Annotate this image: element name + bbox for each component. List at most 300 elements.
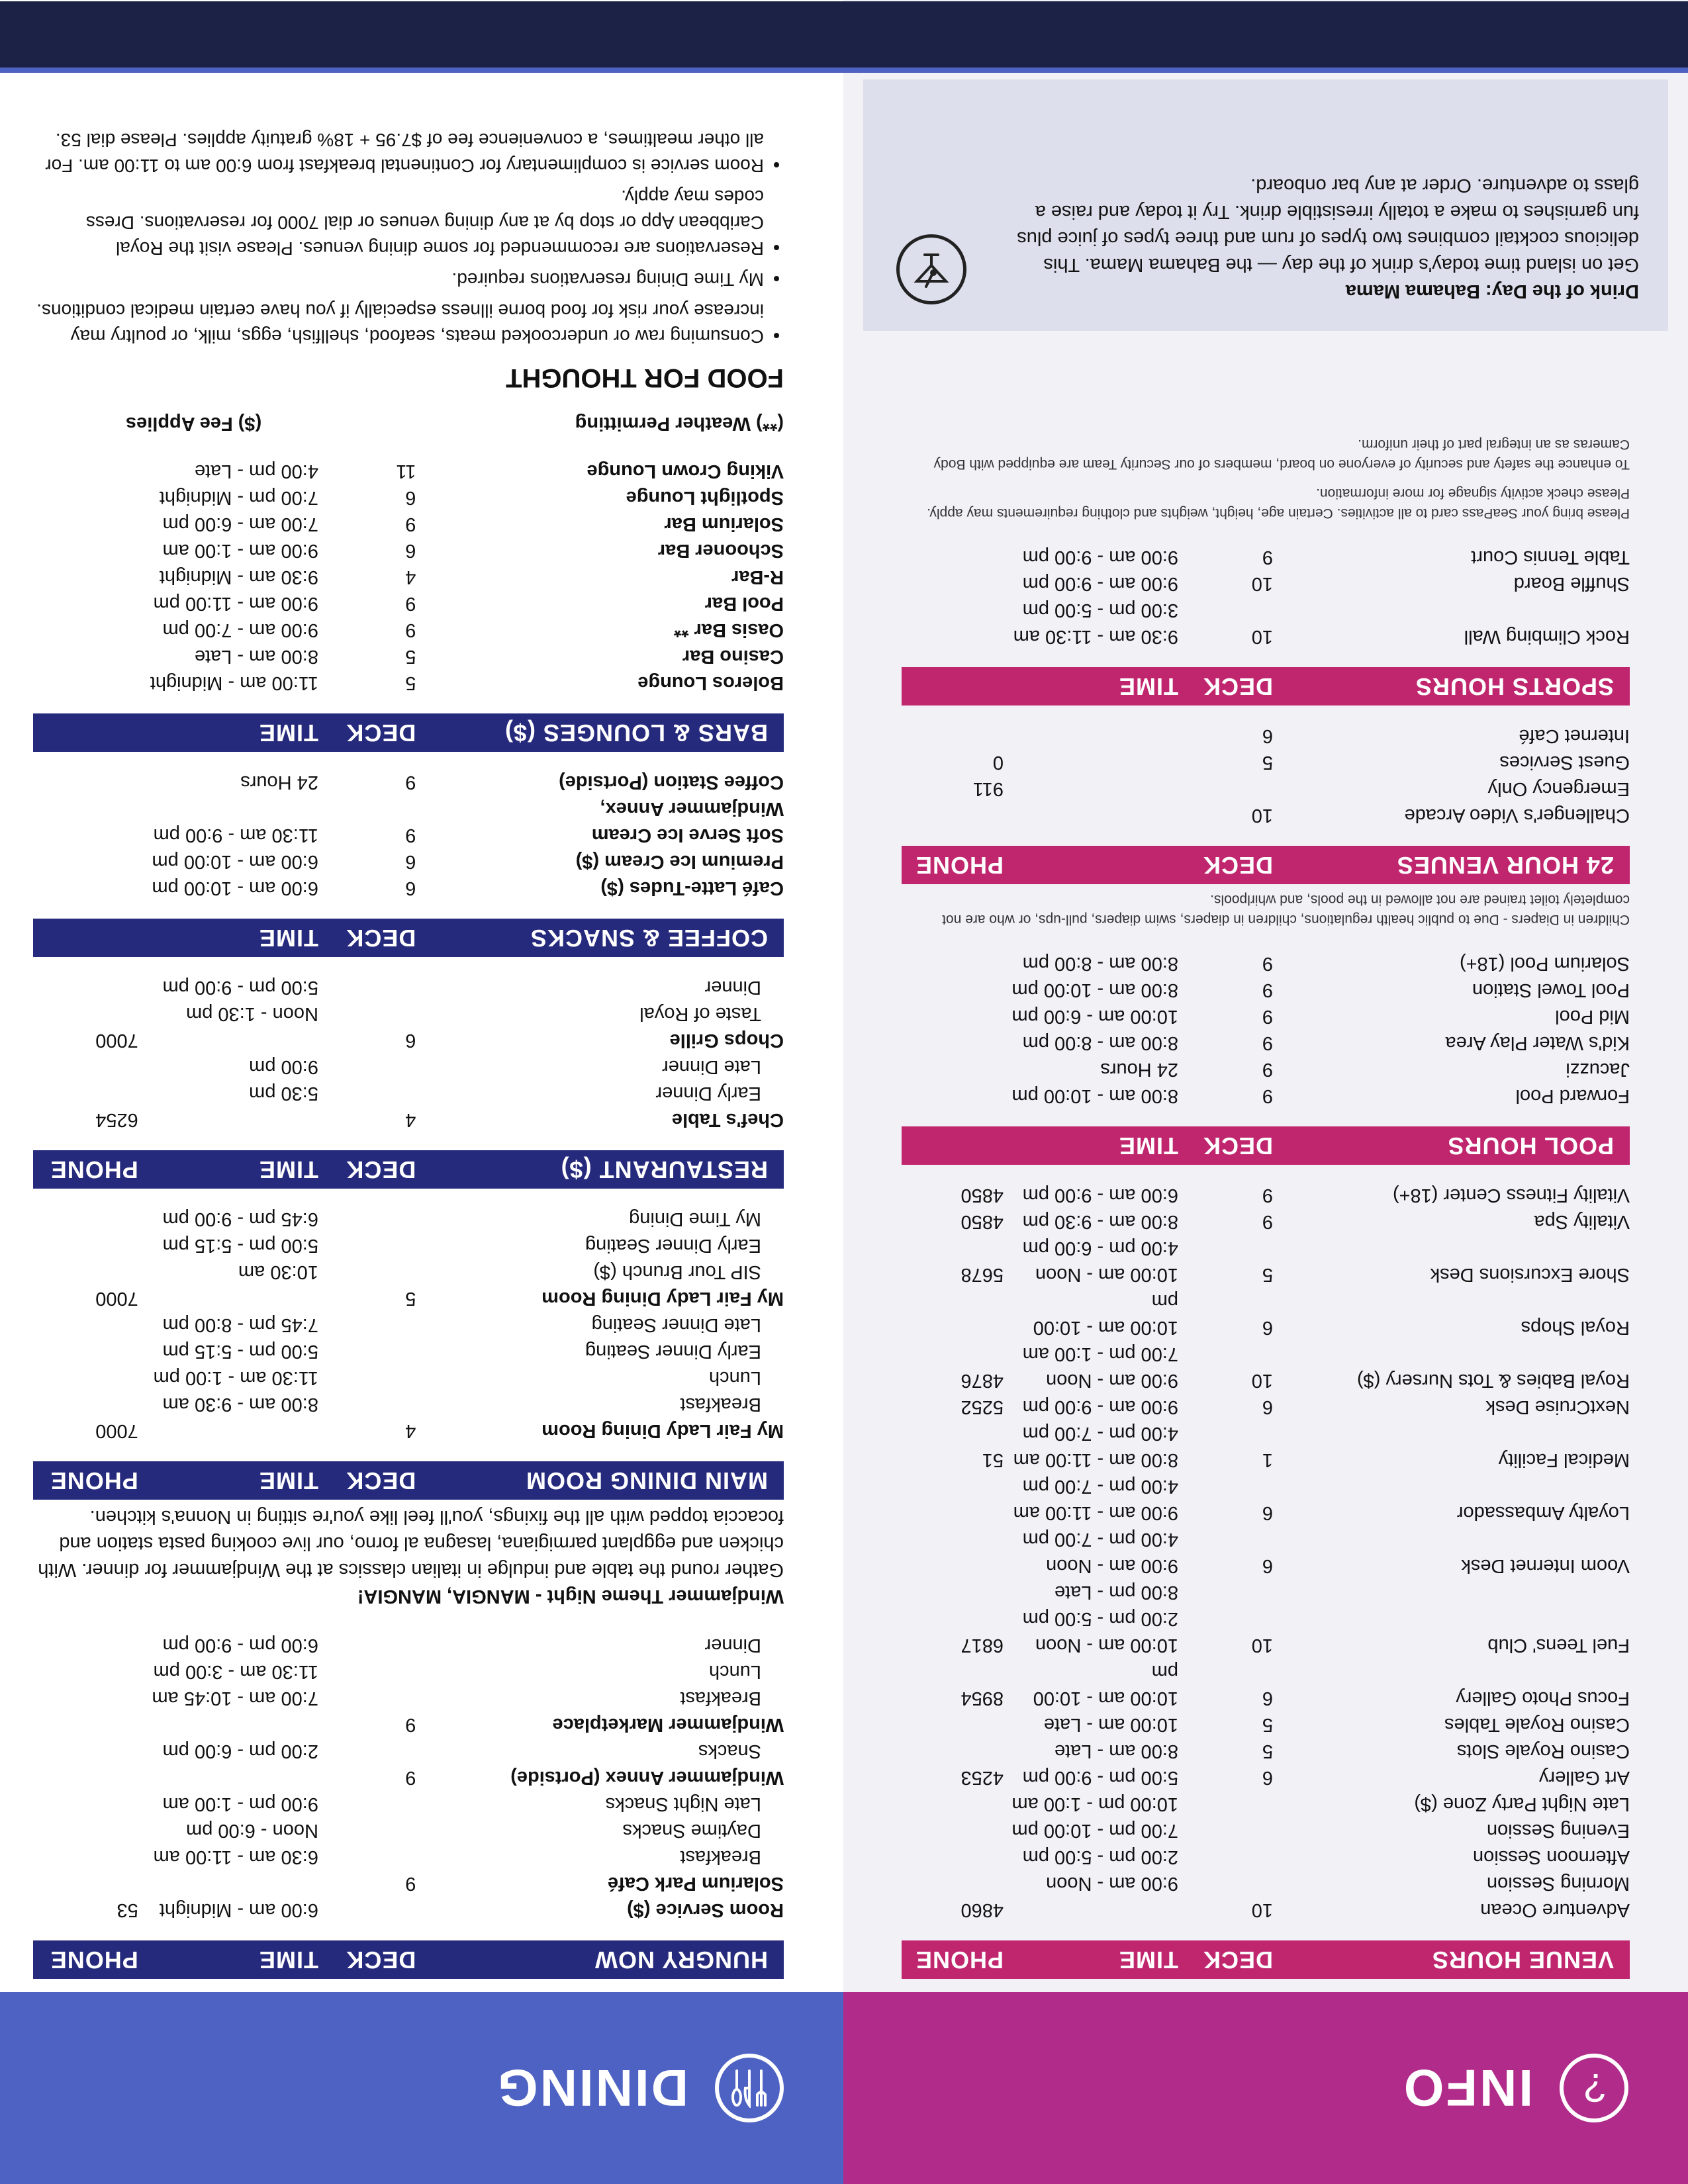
row-time: 9:00 am - 9:00 pm	[1022, 573, 1178, 594]
table-row	[902, 570, 1630, 597]
row-name: Spotlight Lounge	[626, 487, 784, 508]
row-phone	[902, 1738, 1004, 1764]
row-name: Late Dinner Seating	[591, 1314, 761, 1336]
row-deck	[318, 1365, 416, 1391]
table-header	[902, 667, 1630, 705]
row-deck: 6	[405, 878, 416, 899]
row-time: 4:00 pm - 6:00 pm	[1022, 1238, 1178, 1259]
column-header: PHONE	[33, 1940, 138, 1979]
row-name: Shuffle Board	[1513, 573, 1630, 594]
row-phone	[33, 1206, 138, 1232]
row-phone	[902, 570, 1004, 597]
row-phone	[902, 1791, 1004, 1817]
row-time: 7:00 pm - Midnight	[159, 487, 318, 508]
row-time: 4:00 pm - 7:00 pm	[1022, 1476, 1178, 1497]
row-time: 6:00 am - 10:00 pm	[152, 878, 318, 899]
row-name: Casino Bar	[682, 646, 784, 667]
row-name	[1273, 597, 1630, 623]
row-name: Soft Serve Ice Cream	[591, 825, 784, 846]
row-time: 10:00 am - Late	[1043, 1714, 1178, 1735]
list-item: • My Time Dining reservations required.	[33, 267, 764, 293]
row-deck	[318, 1391, 416, 1418]
row-name: Loyalty Ambassador	[1456, 1502, 1630, 1524]
row-name: Boleros Lounge	[637, 672, 784, 694]
drink-of-the-day	[863, 79, 1668, 331]
row-phone	[33, 511, 138, 537]
column-header	[33, 919, 138, 957]
row-deck: 9	[405, 772, 416, 793]
dining-body	[0, 122, 843, 1979]
top-accent-strip	[0, 68, 1688, 73]
row-phone	[902, 950, 1004, 977]
row-phone	[902, 1606, 1004, 1632]
row-name: Rock Climbing Wall	[1464, 626, 1630, 647]
table-row	[33, 1659, 784, 1685]
venue-hours-table	[902, 1165, 1630, 1979]
column-header: DECK	[1178, 846, 1273, 884]
row-phone	[902, 597, 1004, 623]
column-header: RESTAURANT ($)	[416, 1150, 784, 1189]
row-name: R-Bar	[731, 567, 784, 588]
row-deck: 9	[405, 619, 416, 641]
row-time: 9:00 am - 11:00 pm	[153, 593, 318, 614]
theme-night	[33, 1504, 784, 1610]
table-row	[902, 1659, 1630, 1711]
row-deck: 5	[1262, 1264, 1273, 1285]
row-deck: 4	[405, 567, 416, 588]
row-time: 6:30 am - 11:00 am	[153, 1846, 318, 1868]
table-row	[33, 875, 784, 901]
table-row	[33, 1418, 784, 1444]
row-name	[1273, 1606, 1630, 1632]
sports-note-1: Please bring your SeaPass card to all activities. Certain age, height, weights and clothing requirements may apply. Please check activity signage for more information.	[927, 486, 1630, 521]
table-row	[33, 537, 784, 564]
row-time: 2:00 pm - 5:00 pm	[1022, 1608, 1178, 1629]
row-name: Breakfast	[680, 1394, 761, 1415]
row-name: Breakfast	[680, 1846, 761, 1868]
row-phone	[33, 1080, 138, 1107]
row-time: 24 Hours	[240, 772, 318, 793]
row-time	[138, 1027, 318, 1054]
row-name: Royal Shops	[1521, 1317, 1630, 1338]
row-deck	[318, 1844, 416, 1870]
table-row	[902, 1764, 1630, 1791]
row-phone	[902, 977, 1004, 1003]
row-name: Early Dinner Seating	[585, 1235, 761, 1256]
list-item: • Consuming raw or undercooked meats, seafood, shellfish, eggs, milk, or poultry may increase your risk for food borne illness especially if you have certain medical conditions.	[33, 298, 764, 349]
row-time: 4:00 pm - Late	[194, 461, 318, 482]
row-deck	[1178, 1526, 1273, 1553]
table-row	[902, 1870, 1630, 1897]
row-phone	[902, 1288, 1004, 1341]
row-phone: 4850	[961, 1185, 1004, 1206]
row-name: Solarium Bar	[664, 514, 784, 535]
table-header	[902, 1126, 1630, 1165]
table-row	[33, 1054, 784, 1080]
table-row	[902, 1030, 1630, 1056]
table-row	[902, 1056, 1630, 1083]
row-name: Windjammer Annex,	[600, 798, 784, 819]
row-phone: 8954	[961, 1688, 1004, 1709]
row-time: 5:30 pm	[249, 1083, 318, 1104]
row-deck	[318, 1791, 416, 1817]
row-name: Voom Internet Desk	[1461, 1555, 1630, 1576]
table-row	[902, 544, 1630, 570]
row-phone	[902, 1817, 1004, 1844]
row-name: Early Dinner	[655, 1083, 761, 1104]
row-deck	[318, 1080, 416, 1107]
row-deck: 9	[405, 825, 416, 846]
top-bar	[0, 1, 1688, 68]
column-header	[902, 667, 1004, 705]
row-name: Breakfast	[680, 1688, 761, 1709]
row-phone	[33, 822, 138, 848]
row-phone	[33, 875, 138, 901]
column-header: PHONE	[33, 1461, 138, 1500]
row-time: 8:00 pm - Late	[1055, 1582, 1178, 1603]
table-row	[902, 1208, 1630, 1235]
row-time: 9:00 am - 9:00 pm	[1022, 1396, 1178, 1418]
row-time	[138, 796, 318, 822]
table-row	[902, 1394, 1630, 1420]
row-phone: 6817	[961, 1635, 1004, 1656]
column-header: TIME	[138, 1150, 318, 1189]
row-deck: 5	[1262, 752, 1273, 773]
row-deck: 5	[405, 672, 416, 694]
row-deck: 9	[405, 1873, 416, 1894]
table-row	[902, 1738, 1630, 1764]
row-phone	[33, 1870, 138, 1897]
column-header: TIME	[138, 713, 318, 752]
column-header: TIME	[138, 1940, 318, 1979]
row-name: NextCruise Desk	[1485, 1396, 1630, 1418]
table-row	[33, 1285, 784, 1312]
fee-key: ($) Fee Applies	[126, 413, 262, 434]
row-phone	[33, 1738, 138, 1764]
column-header: DECK	[318, 713, 416, 752]
row-phone: 7000	[95, 1030, 138, 1051]
row-name: Chef's Table	[671, 1109, 784, 1130]
legend-key	[33, 412, 784, 434]
table-row	[33, 1764, 784, 1791]
table-row	[33, 670, 784, 696]
row-time: 2:00 pm - 6:00 pm	[162, 1741, 318, 1762]
row-name: Casino Royale Slots	[1456, 1741, 1630, 1762]
row-time: 6:00 am - 10:00 pm	[152, 851, 318, 872]
row-deck	[318, 1001, 416, 1027]
row-deck: 5	[405, 646, 416, 667]
table-row	[902, 1897, 1630, 1923]
row-name: My Time Dining	[629, 1208, 761, 1230]
table-row	[33, 1080, 784, 1107]
row-phone	[902, 1579, 1004, 1606]
food-for-thought-list	[33, 127, 784, 349]
row-time: 8:00 am - 8:00 pm	[1022, 953, 1178, 974]
row-name: Fuel Teens' Club	[1487, 1635, 1630, 1656]
row-time	[1004, 802, 1178, 829]
table-row	[902, 1261, 1630, 1288]
row-phone	[33, 1054, 138, 1080]
row-phone: 7000	[95, 1288, 138, 1309]
row-phone	[902, 1030, 1004, 1056]
theme-night-text: Gather round the table and indulge in italian classics at the Windjammer for dinner. With chicken and eggplant parmigiana, lasagna al forno, our live cooking pasta station and focaccia topped with all the fixings, you'll feel like you're sitting in Nonna's kitchen.	[38, 1506, 784, 1580]
row-deck: 9	[405, 1767, 416, 1788]
table-row	[33, 643, 784, 670]
row-time: 7:00 am - 6:00 pm	[162, 514, 318, 535]
row-name: My Fair Lady Dining Room	[541, 1288, 784, 1309]
row-deck: 9	[405, 1714, 416, 1735]
column-header: MAIN DINING ROOM	[416, 1461, 784, 1500]
row-time: 6:45 pm - 9:00 pm	[162, 1208, 318, 1230]
row-phone: 51	[982, 1449, 1004, 1471]
table-header	[902, 1940, 1630, 1979]
row-phone	[33, 564, 138, 590]
row-phone	[902, 1056, 1004, 1083]
row-time: 8:00 am - 10:00 pm	[1011, 979, 1178, 1001]
table-row	[902, 1003, 1630, 1030]
row-phone: 4253	[961, 1767, 1004, 1788]
row-phone	[33, 1791, 138, 1817]
row-deck	[1178, 1235, 1273, 1261]
column-header: DECK	[318, 1940, 416, 1979]
row-deck: 6	[405, 1030, 416, 1051]
row-deck	[1178, 1420, 1273, 1447]
row-time: 10:00 am - 10:00 pm	[1033, 1291, 1178, 1338]
row-name: Coffee Station (Portside)	[559, 772, 784, 793]
row-deck: 6	[405, 487, 416, 508]
table-row	[902, 1632, 1630, 1659]
row-name: SIP Tour Brunch ($)	[593, 1261, 761, 1283]
table-row	[902, 1182, 1630, 1208]
row-time: 5:00 pm - 5:15 pm	[162, 1341, 318, 1362]
main-dining-table	[33, 1189, 784, 1500]
row-deck	[318, 1338, 416, 1365]
row-name: Adventure Ocean	[1480, 1899, 1630, 1921]
row-time: 8:00 am - 8:00 pm	[1022, 1032, 1178, 1054]
row-deck: 10	[1251, 626, 1273, 647]
column-header: DECK	[318, 919, 416, 957]
table-row	[902, 1526, 1630, 1553]
row-name	[1273, 1235, 1630, 1261]
row-deck: 6	[1262, 1688, 1273, 1709]
column-header: COFFEE & SNACKS	[416, 919, 784, 957]
row-phone	[33, 796, 138, 822]
row-phone	[33, 458, 138, 484]
row-name: Lunch	[708, 1661, 761, 1682]
row-deck	[1178, 1817, 1273, 1844]
table-row	[33, 1206, 784, 1232]
row-name: Morning Session	[1487, 1873, 1630, 1894]
table-row	[902, 597, 1630, 623]
row-time: 11:30 am - 1:00 pm	[153, 1367, 318, 1388]
row-time: 10:00 am - Noon	[1035, 1264, 1178, 1285]
table-row	[33, 617, 784, 643]
row-deck: 9	[1262, 1211, 1273, 1232]
dining-banner	[0, 1992, 843, 2184]
row-name: Focus Photo Gallery	[1456, 1688, 1630, 1709]
column-header: DECK	[318, 1150, 416, 1189]
row-phone	[33, 1711, 138, 1738]
row-name: Kid's Water Play Area	[1445, 1032, 1630, 1054]
row-phone	[33, 1365, 138, 1391]
row-time: 9:00 am - 11:00 am	[1013, 1502, 1178, 1524]
row-time: 4:00 pm - 7:00 pm	[1022, 1529, 1178, 1550]
row-time: 6:00 am - 9:00 pm	[1022, 1185, 1178, 1206]
table-header	[902, 846, 1630, 884]
row-time	[138, 1285, 318, 1312]
row-name: Windjammer Annex (Portside)	[510, 1767, 784, 1788]
row-name: Afternoon Session	[1473, 1846, 1630, 1868]
row-name: Mid Pool	[1555, 1006, 1630, 1027]
pool-hours-table	[902, 933, 1630, 1165]
row-time: 9:00 am - Noon	[1046, 1370, 1178, 1391]
row-deck: 6	[1262, 1396, 1273, 1418]
drink-title: Drink of the Day: Bahama Mama	[1345, 281, 1639, 302]
question-icon: ?	[1560, 2054, 1628, 2122]
row-phone: 7000	[95, 1420, 138, 1441]
row-time: 10:30 am	[238, 1261, 318, 1283]
row-time: 9:00 am - 1:00 am	[162, 540, 318, 561]
row-name	[1273, 1579, 1630, 1606]
row-deck: 9	[405, 593, 416, 614]
row-name: Café Latte-Tudes ($)	[600, 878, 784, 899]
row-deck	[318, 1685, 416, 1711]
row-deck: 9	[1262, 1006, 1273, 1027]
row-deck: 4	[405, 1420, 416, 1441]
row-name: Medical Facility	[1498, 1449, 1630, 1471]
table-row	[902, 1447, 1630, 1473]
weather-key: (**) Weather Permitting	[575, 413, 784, 434]
table-row	[902, 977, 1630, 1003]
table-row	[33, 796, 784, 822]
row-deck	[318, 1659, 416, 1685]
row-phone: 6254	[95, 1109, 138, 1130]
table-row	[33, 1685, 784, 1711]
row-name: Dinner	[704, 1635, 761, 1656]
row-time: 8:00 am - 9:30 am	[162, 1394, 318, 1415]
row-time: 9:00 am - Noon	[1046, 1555, 1178, 1576]
table-row	[33, 769, 784, 796]
row-phone	[33, 1764, 138, 1791]
table-row	[33, 848, 784, 875]
row-deck: 5	[405, 1288, 416, 1309]
cocktail-icon	[896, 234, 966, 304]
row-name: Dinner	[704, 977, 761, 998]
row-time: 5:00 pm - 9:00 pm	[1022, 1767, 1178, 1788]
table-row	[902, 723, 1630, 749]
row-phone: 4860	[961, 1899, 1004, 1921]
row-deck: 5	[1262, 1741, 1273, 1762]
row-time: 9:00 pm	[249, 1056, 318, 1077]
row-time: 9:00 am - 7:00 pm	[162, 619, 318, 641]
column-header: PHONE	[902, 1940, 1004, 1979]
info-body	[843, 429, 1688, 1979]
table-header	[33, 713, 784, 752]
row-phone	[902, 802, 1004, 829]
row-time	[138, 1418, 318, 1444]
dining-title: DINING	[496, 2059, 688, 2118]
row-time: 11:30 am - 3:00 pm	[153, 1661, 318, 1682]
table-row	[902, 1553, 1630, 1579]
row-deck	[318, 1817, 416, 1844]
column-header	[33, 713, 138, 752]
row-deck	[318, 1312, 416, 1338]
bars-table	[33, 441, 784, 752]
table-row	[902, 623, 1630, 650]
row-phone	[33, 1391, 138, 1418]
row-time	[138, 1870, 318, 1897]
table-row	[902, 1711, 1630, 1738]
table-row	[902, 1817, 1630, 1844]
row-name: Snacks	[698, 1741, 761, 1762]
row-deck: 6	[1262, 1767, 1273, 1788]
row-phone	[33, 769, 138, 796]
table-row	[33, 1365, 784, 1391]
row-time	[1004, 1897, 1178, 1923]
row-time: Noon - 6:00 pm	[186, 1820, 318, 1841]
row-phone	[33, 1259, 138, 1285]
row-deck: 9	[1262, 979, 1273, 1001]
table-row	[902, 1844, 1630, 1870]
row-phone: 5678	[961, 1264, 1004, 1285]
row-name: Early Dinner Seating	[585, 1341, 761, 1362]
info-column	[843, 0, 1688, 2184]
table-row	[33, 1338, 784, 1365]
row-phone	[33, 1232, 138, 1259]
table-row	[33, 974, 784, 1001]
column-header: VENUE HOURS	[1273, 1940, 1630, 1979]
column-header: TIME	[1004, 667, 1178, 705]
sports-note-2: To enhance the safety and security of everyone on board, members of our Security Team are equipped with Body Cameras as an integral part of their uniform.	[933, 437, 1630, 472]
sports-hours-table	[902, 527, 1630, 705]
column-header: SPORTS HOURS	[1273, 667, 1630, 705]
row-time	[138, 1711, 318, 1738]
theme-night-title: Windjammer Theme Night - MANGIA, MANGIA!	[357, 1586, 784, 1607]
row-deck: 11	[396, 461, 416, 482]
row-time: 9:30 am - Midnight	[159, 567, 318, 588]
table-row	[33, 1738, 784, 1764]
row-phone	[902, 1235, 1004, 1261]
table-row	[902, 1579, 1630, 1606]
row-phone	[33, 484, 138, 511]
row-name: Table Tennis Court	[1471, 547, 1630, 568]
table-row	[33, 1870, 784, 1897]
row-time: 6:00 pm - 9:00 pm	[162, 1635, 318, 1656]
row-phone	[902, 623, 1004, 650]
row-time	[1004, 749, 1178, 776]
row-phone	[33, 537, 138, 564]
table-row	[33, 1107, 784, 1133]
row-name	[1273, 1473, 1630, 1500]
row-phone	[33, 974, 138, 1001]
row-name: Challenger's Video Arcade	[1404, 805, 1630, 826]
row-deck	[1178, 776, 1273, 802]
column-header: TIME	[138, 919, 318, 957]
row-time: 3:00 pm - 5:00 pm	[1022, 600, 1178, 621]
row-phone	[33, 590, 138, 617]
row-deck	[318, 1054, 416, 1080]
row-phone	[902, 1553, 1004, 1579]
dining-column	[0, 0, 843, 2184]
row-phone	[33, 1312, 138, 1338]
row-name: Internet Café	[1519, 725, 1630, 747]
table-row	[33, 458, 784, 484]
row-phone	[902, 1003, 1004, 1030]
row-deck: 10	[1251, 1370, 1273, 1391]
row-deck: 6	[1262, 1555, 1273, 1576]
row-time: 9:00 am - Noon	[1046, 1873, 1178, 1894]
row-name: Room Service ($)	[627, 1899, 784, 1921]
